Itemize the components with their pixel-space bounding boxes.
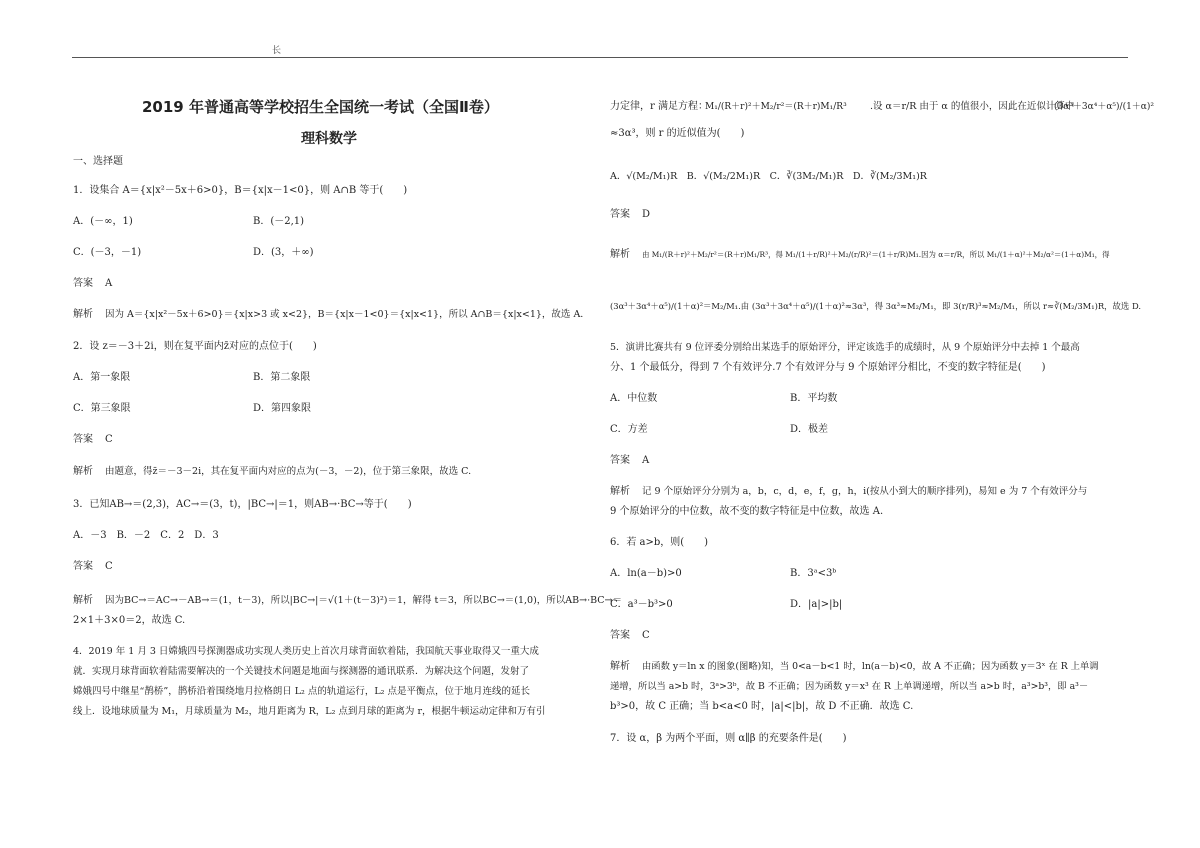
q4-options: A．√(M₂/M₁)R B．√(M₂/2M₁)R C．∛(3M₂/M₁)R D．∛(M₂/3M₁)R [610,171,927,182]
q1-explanation: 因为 A＝{x|x²－5x＋6>0}＝{x|x>3 或 x<2}，B＝{x|x－1<0}＝{x|x<1}，所以 A∩B＝{x|x<1}，故选 A. [105,309,584,320]
q3-explanation-line-1: 因为BC→＝AC→－AB→＝(1，t－3)，所以|BC→|＝√(1＋(t－3)²)＝1，解得 t＝3，所以BC→＝(1,0)，所以AB→·BC→＝ [105,595,623,606]
q1-answer-label: 答案 [73,278,93,289]
question-7: 7．设 α，β 为两个平面，则 α∥β 的充要条件是( ) [610,733,847,744]
q6-option-d: D．|a|>|b| [790,599,843,610]
q1-option-d: D．(3，＋∞) [253,247,314,258]
question-5-line-1: 5．演讲比赛共有 9 位评委分别给出某选手的原始评分，评定该选手的成绩时，从 9 个原始评分中去掉 1 个最高 [610,342,1080,353]
exam-title: 2019 年普通高等学校招生全国统一考试（全国Ⅱ卷） [142,98,499,116]
q1-option-b: B．(－2,1) [253,216,305,227]
q1-explanation-label: 解析 [73,309,93,320]
q2-explanation: 由题意，得z̄＝－3－2i，其在复平面内对应的点为(－3，－2)，位于第三象限，故选 C. [105,466,472,477]
question-1: 1．设集合 A＝{x|x²－5x＋6>0}，B＝{x|x－1<0}，则 A∩B 等于( ) [73,185,408,196]
question-4-line-2: 就．实现月球背面软着陆需要解决的一个关键技术问题是地面与探测器的通讯联系．为解决这个问题，发射了 [73,666,530,677]
q5-explanation-line-1: 记 9 个原始评分分别为 a，b，c，d，e，f，g，h，i(按从小到大的顺序排列)，易知 e 为 7 个有效评分与 [642,486,1088,497]
q6-answer-label: 答案 [610,630,630,641]
question-3: 3．已知AB→＝(2,3)，AC→＝(3，t)，|BC→|＝1，则AB→·BC→等于( ) [73,499,412,510]
q6-explanation-label: 解析 [610,661,630,672]
q6-answer: C [642,630,650,641]
section-heading: 一、选择题 [73,156,123,167]
q2-answer: C [105,434,113,445]
q2-option-b: B．第二象限 [253,372,311,383]
q4-explanation-line-2: (3α³＋3α⁴＋α⁵)/(1＋α)²＝M₂/M₁.由 (3α³＋3α⁴＋α⁵)/(1＋α)²≈3α³，得 3α³≈M₂/M₁，即 3(r/R)³≈M₂/M₁，所以 r≈∛(M₂/3M₁)R，故选 D. [610,301,1142,311]
q3-explanation-label: 解析 [73,595,93,606]
q6-option-a: A．ln(a－b)>0 [610,568,682,579]
q5-option-b: B．平均数 [790,393,838,404]
q5-option-a: A．中位数 [610,393,658,404]
q3-options: A．－3 B．－2 C．2 D．3 [73,530,219,541]
question-4-line-4: 线上．设地球质量为 M₁，月球质量为 M₂，地月距离为 R，L₂ 点到月球的距离为 r，根据牛顿运动定律和万有引 [73,706,546,717]
q2-explanation-label: 解析 [73,466,93,477]
q3-answer-label: 答案 [73,561,93,572]
q3-explanation-line-2: 2×1＋3×0＝2，故选 C. [73,615,186,626]
q5-answer-label: 答案 [610,455,630,466]
q5-explanation-label: 解析 [610,486,630,497]
q2-option-c: C．第三象限 [73,403,131,414]
q2-option-a: A．第一象限 [73,372,131,383]
q4-explanation-line-1: 由 M₁/(R＋r)²＋M₂/r²＝(R＋r)M₁/R³，得 M₁/(1＋r/R)²＋M₂/(r/R)²＝(1＋r/R)M₁.因为 α＝r/R，所以 M₁/(1＋α)²＋M₂/α²＝(1＋α)M₁，得 [642,250,1110,259]
q1-option-a: A．(－∞，1) [73,216,133,227]
exam-subtitle: 理科数学 [301,131,357,147]
q1-option-c: C．(－3，－1) [73,247,142,258]
q6-explanation-line-1: 由函数 y＝ln x 的图象(图略)知，当 0<a－b<1 时，ln(a－b)<0，故 A 不正确；因为函数 y＝3ˣ 在 R 上单调 [642,661,1099,672]
q1-answer: A [105,278,113,289]
q6-option-c: C．a³－b³>0 [610,599,673,610]
q5-option-d: D．极差 [790,424,829,435]
question-6: 6．若 a>b，则( ) [610,537,709,548]
q4-continued-mid: .设 α＝r/R 由于 α 的值很小，因此在近似计算中 [870,101,1075,112]
q5-explanation-line-2: 9 个原始评分的中位数，故不变的数字特征是中位数，故选 A. [610,506,884,517]
q2-answer-label: 答案 [73,434,93,445]
header-rule [72,57,1128,58]
question-5-line-2: 分、1 个最低分，得到 7 个有效评分.7 个有效评分与 9 个原始评分相比，不变的数字特征是( ) [610,362,1046,373]
q4-continued-lead: 力定律，r 满足方程： [610,101,708,112]
q2-option-d: D．第四象限 [253,403,312,414]
question-2: 2．设 z＝－3＋2i，则在复平面内z̄对应的点位于( ) [73,341,317,352]
q3-answer: C [105,561,113,572]
q6-explanation-line-3: b³>0，故 C 正确；当 b<a<0 时，|a|<|b|，故 D 不正确．故选 C. [610,701,914,712]
q4-explanation-label: 解析 [610,249,630,260]
q6-explanation-line-2: 递增，所以当 a>b 时，3ᵃ>3ᵇ，故 B 不正确；因为函数 y＝x³ 在 R 上单调递增，所以当 a>b 时，a³>b³，即 a³－ [610,681,1089,692]
q4-answer-label: 答案 [610,209,630,220]
header-mark: 长 [272,46,282,56]
q4-continued-end: ≈3α³，则 r 的近似值为( ) [610,128,745,139]
question-4-line-1: 4．2019 年 1 月 3 日嫦娥四号探测器成功实现人类历史上首次月球背面软着陆，我国航天事业取得又一重大成 [73,646,539,657]
question-4-line-3: 嫦娥四号中继星“鹊桥”，鹊桥沿着围绕地月拉格朗日 L₂ 点的轨道运行，L₂ 点是平衡点，位于地月连线的延长 [73,686,531,697]
q4-equation: M₁/(R＋r)²＋M₂/r²＝(R＋r)M₁/R³ [705,102,847,112]
q5-answer: A [642,455,650,466]
q5-option-c: C．方差 [610,424,648,435]
q4-fraction: (3α³＋3α⁴＋α⁵)/(1＋α)² [1054,102,1154,112]
q4-answer: D [642,209,651,220]
q6-option-b: B．3ᵃ<3ᵇ [790,568,837,579]
